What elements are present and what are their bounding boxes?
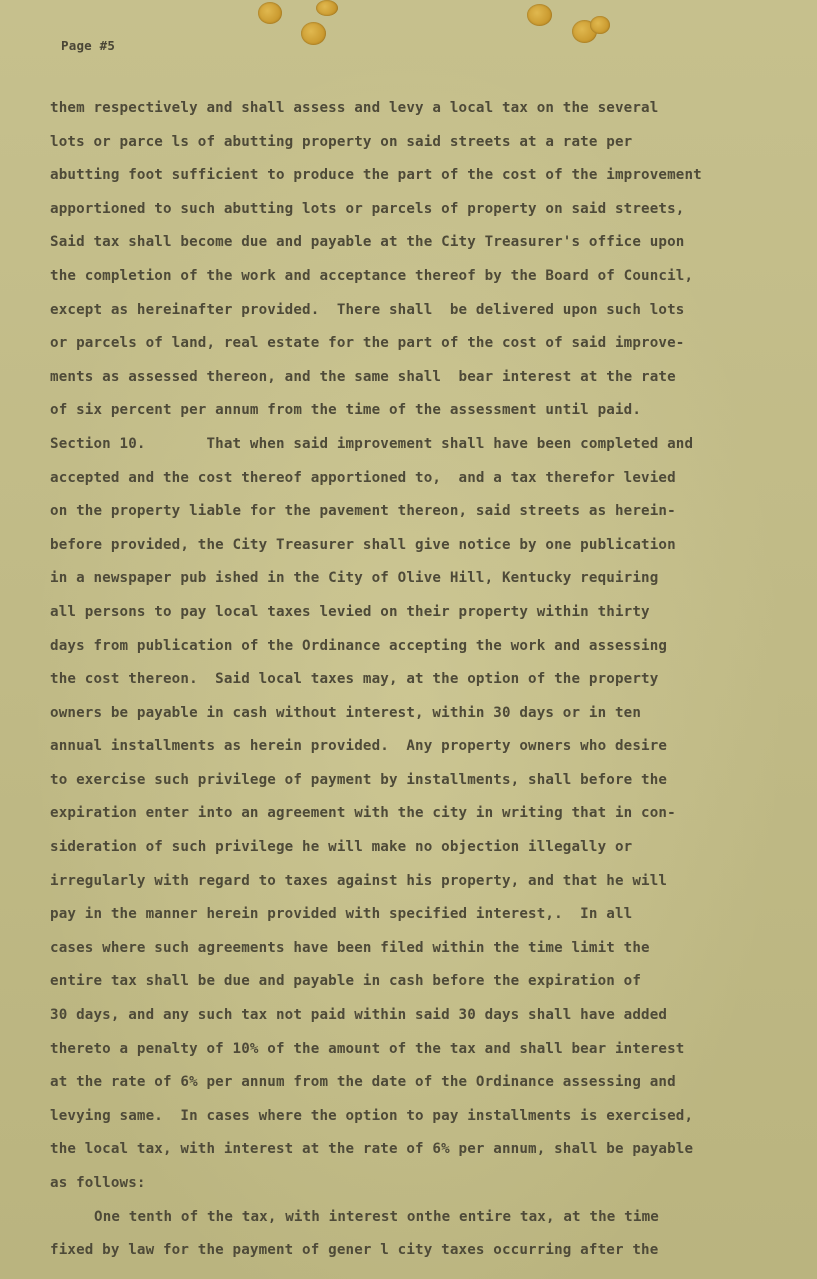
- text-line: Said tax shall become due and payable at the City Treasurer's office upon: [50, 234, 685, 251]
- text-line: of six percent per annum from the time of the assessment until paid.: [50, 402, 642, 419]
- text-line: in a newspaper pub ished in the City of Olive Hill, Kentucky requiring: [50, 570, 659, 587]
- text-line: except as hereinafter provided. There shall be delivered upon such lots: [50, 301, 685, 318]
- text-line: apportioned to such abutting lots or parcels of property on said streets,: [50, 200, 685, 217]
- document-body: [50, 94, 810, 1270]
- text-line: irregularly with regard to taxes against his property, and that he will: [50, 872, 668, 889]
- text-line: lots or parce ls of abutting property on said streets at a rate per: [50, 133, 633, 150]
- text-line: the local tax, with interest at the rate of 6% per annum, shall be payable: [50, 1141, 694, 1158]
- text-line: abutting foot sufficient to produce the part of the cost of the improvement: [50, 167, 702, 184]
- page-number: Page #5: [61, 38, 116, 53]
- text-line: or parcels of land, real estate for the part of the cost of said improve-: [50, 335, 685, 352]
- punch-hole-3: [301, 22, 326, 45]
- section-10-line: Section 10. That when said improvement shall have been completed and: [50, 435, 694, 452]
- text-line: expiration enter into an agreement with the city in writing that in con-: [50, 805, 676, 822]
- indented-paragraph-line: One tenth of the tax, with interest onthe entire tax, at the time: [94, 1208, 659, 1225]
- punch-hole-1: [258, 2, 282, 24]
- text-line: annual installments as herein provided. Any property owners who desire: [50, 738, 668, 755]
- text-line: 30 days, and any such tax not paid within said 30 days shall have added: [50, 1007, 668, 1024]
- text-line: fixed by law for the payment of gener l city taxes occurring after the: [50, 1242, 659, 1259]
- text-line: entire tax shall be due and payable in cash before the expiration of: [50, 973, 642, 990]
- text-line: thereto a penalty of 10% of the amount of the tax and shall bear interest: [50, 1040, 685, 1057]
- text-line: sideration of such privilege he will make no objection illegally or: [50, 839, 633, 856]
- text-line: on the property liable for the pavement thereon, said streets as herein-: [50, 503, 676, 520]
- text-line: all persons to pay local taxes levied on their property within thirty: [50, 603, 650, 620]
- punch-hole-2: [316, 0, 338, 16]
- text-line: pay in the manner herein provided with specified interest,. In all: [50, 906, 633, 923]
- text-line: accepted and the cost thereof apportioned to, and a tax therefor levied: [50, 469, 676, 486]
- text-line: at the rate of 6% per annum from the date of the Ordinance assessing and: [50, 1074, 676, 1091]
- punch-hole-4: [527, 4, 552, 26]
- text-line: the cost thereon. Said local taxes may, at the option of the property: [50, 671, 659, 688]
- punch-hole-6: [590, 16, 610, 34]
- text-line: owners be payable in cash without interest, within 30 days or in ten: [50, 704, 642, 721]
- text-line: cases where such agreements have been filed within the time limit the: [50, 939, 650, 956]
- text-line: before provided, the City Treasurer shall give notice by one publication: [50, 536, 676, 553]
- text-line: ments as assessed thereon, and the same shall bear interest at the rate: [50, 368, 676, 385]
- text-line: as follows:: [50, 1175, 146, 1191]
- text-line: to exercise such privilege of payment by installments, shall before the: [50, 771, 668, 788]
- text-line: them respectively and shall assess and levy a local tax on the several: [50, 100, 659, 116]
- text-line: levying same. In cases where the option to pay installments is exercised,: [50, 1107, 694, 1124]
- text-line: the completion of the work and acceptance thereof by the Board of Council,: [50, 267, 694, 284]
- text-line: days from publication of the Ordinance accepting the work and assessing: [50, 637, 668, 654]
